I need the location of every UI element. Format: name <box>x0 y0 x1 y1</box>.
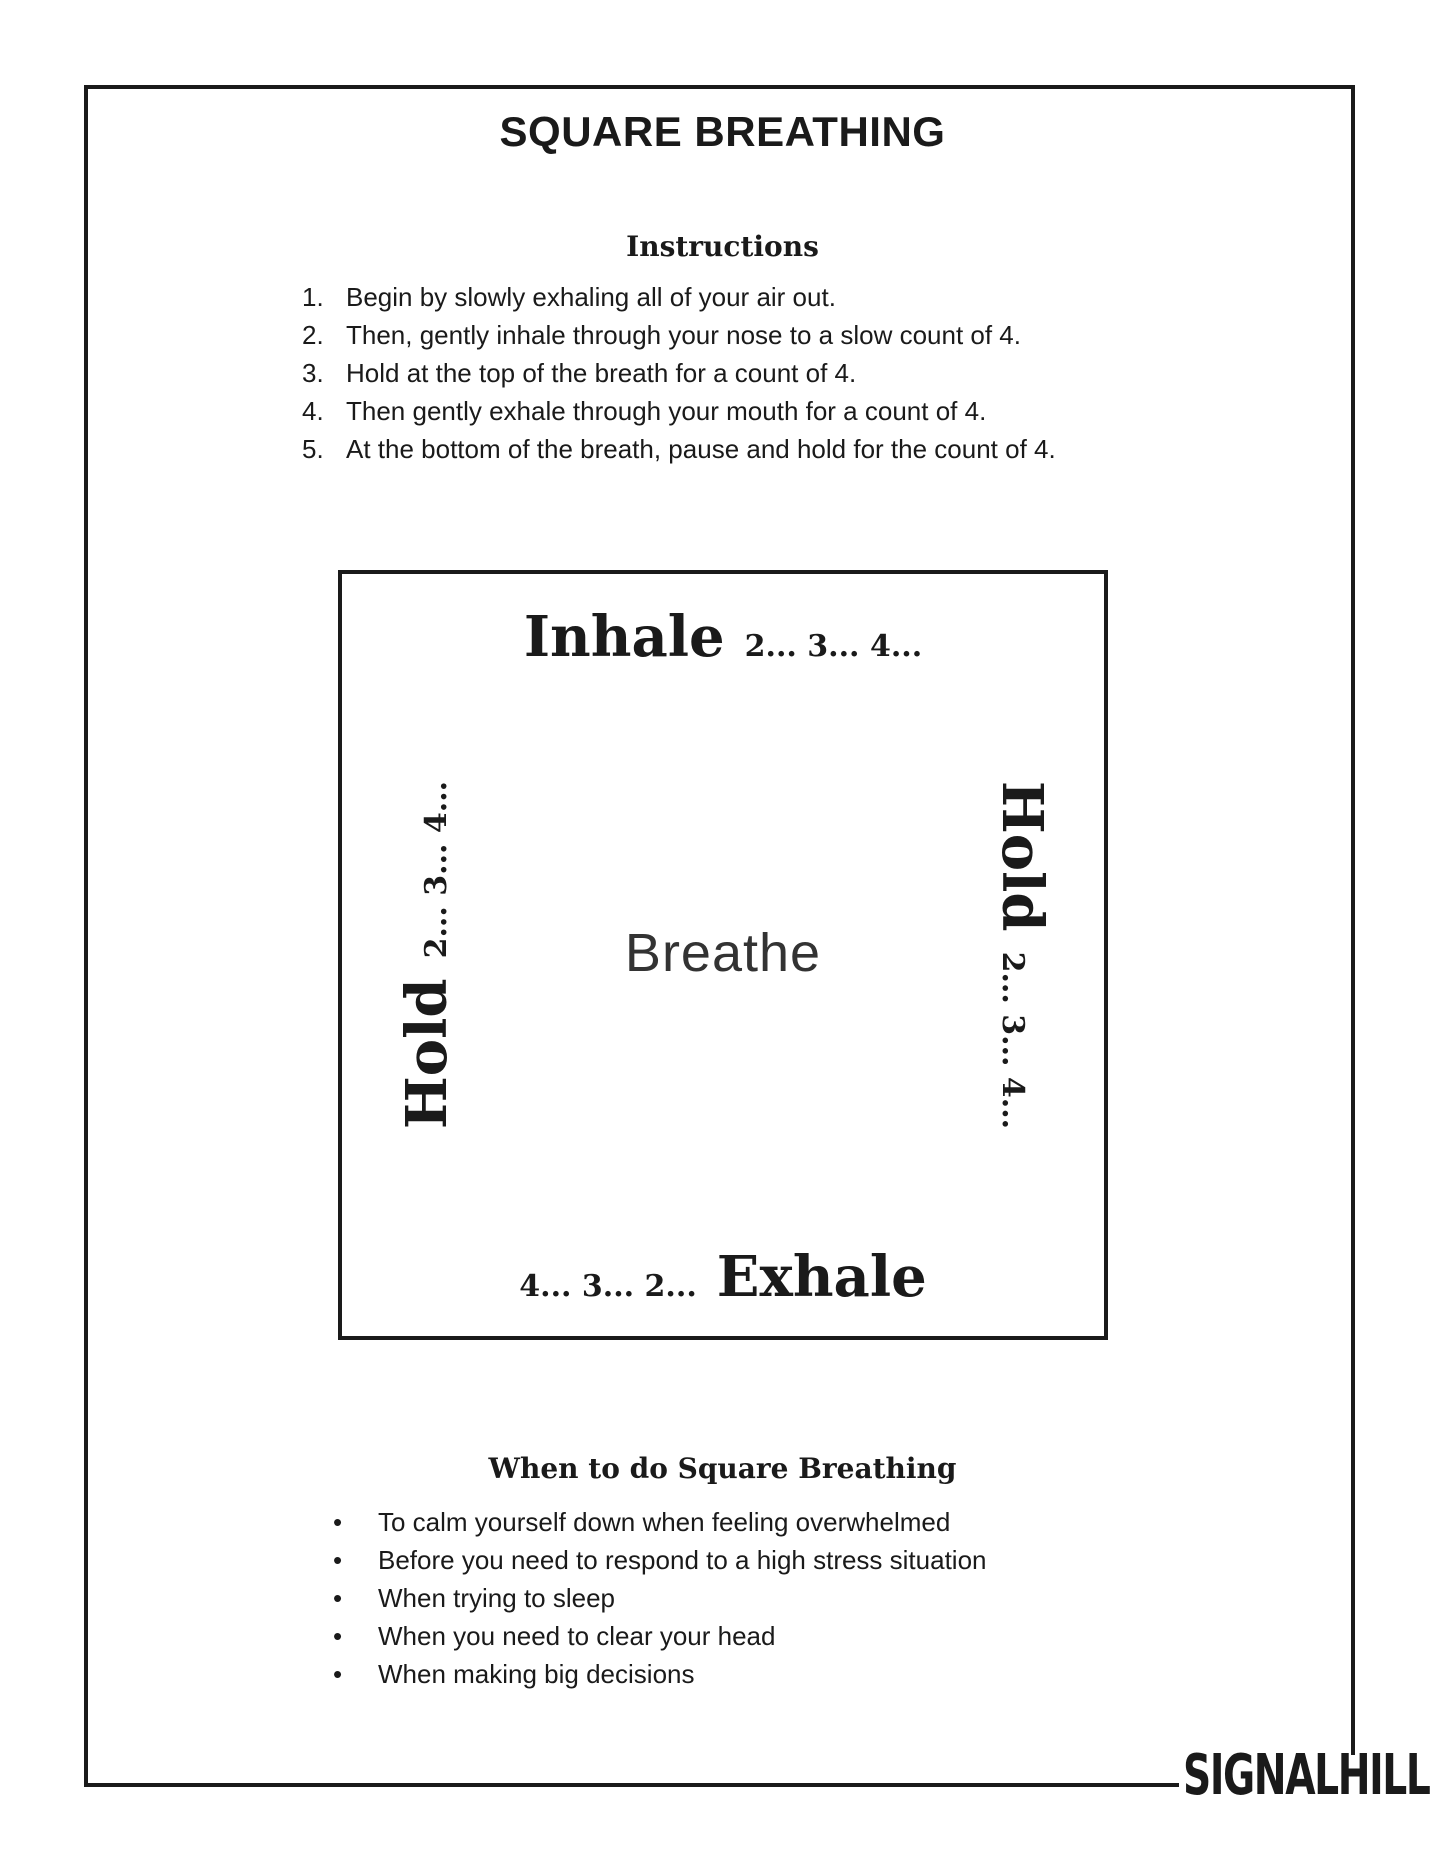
when-item <box>333 1617 987 1655</box>
exhale-count: 4... 3... 2... <box>519 1269 697 1304</box>
breathe-label: Breathe <box>624 923 822 983</box>
when-item <box>333 1579 987 1617</box>
page-frame-left <box>84 85 88 1787</box>
hold-count-right: 2... 3... 4... <box>995 951 1030 1130</box>
instruction-number: 5. <box>302 434 324 464</box>
when-item-text: When making big decisions <box>378 1659 695 1689</box>
exhale-label: Exhale <box>716 1244 927 1310</box>
exhale-side <box>342 1244 1104 1310</box>
page-frame-right <box>1351 85 1355 1755</box>
instruction-item <box>302 392 1056 430</box>
instruction-text: At the bottom of the breath, pause and hold for the count of 4. <box>346 434 1056 464</box>
signalhill-logo: SIGNALHILL <box>1183 1743 1430 1808</box>
when-item <box>333 1503 987 1541</box>
instruction-number: 4. <box>302 396 324 426</box>
page-frame-bottom <box>84 1783 1179 1787</box>
bullet: • <box>333 1583 343 1613</box>
when-item-text: When trying to sleep <box>378 1583 616 1613</box>
hold-count-left: 2... 3... 4... <box>419 780 454 959</box>
bullet: • <box>333 1659 343 1689</box>
bullet: • <box>333 1621 343 1651</box>
when-item-text: When you need to clear your head <box>378 1621 776 1651</box>
instruction-number: 2. <box>302 320 324 350</box>
when-item <box>333 1541 987 1579</box>
hold-label-left: Hold <box>394 978 460 1130</box>
instruction-text: Then, gently inhale through your nose to a slow count of 4. <box>346 320 1021 350</box>
hold-label-right: Hold <box>989 780 1055 932</box>
inhale-count: 2... 3... 4... <box>744 629 923 664</box>
instruction-number: 3. <box>302 358 324 388</box>
page-title: SQUARE BREATHING <box>499 108 946 155</box>
when-item-text: Before you need to respond to a high stress situation <box>378 1545 987 1575</box>
page-frame-top <box>84 85 1355 89</box>
inhale-side <box>342 604 1104 670</box>
inhale-label: Inhale <box>523 604 725 670</box>
when-item-text: To calm yourself down when feeling overwhelmed <box>378 1507 951 1537</box>
breathing-square <box>338 570 1108 1340</box>
instruction-item <box>302 316 1056 354</box>
instruction-text: Hold at the top of the breath for a count of 4. <box>346 358 857 388</box>
instructions-list <box>302 278 1056 468</box>
instructions-heading: Instructions <box>626 230 819 263</box>
instruction-item <box>302 354 1056 392</box>
instruction-text: Begin by slowly exhaling all of your air out. <box>346 282 836 312</box>
when-item <box>333 1655 987 1693</box>
bullet: • <box>333 1507 343 1537</box>
instruction-number: 1. <box>302 282 324 312</box>
instruction-item <box>302 430 1056 468</box>
bullet: • <box>333 1545 343 1575</box>
when-list <box>333 1503 987 1693</box>
instruction-text: Then gently exhale through your mouth for a count of 4. <box>346 396 987 426</box>
instruction-item <box>302 278 1056 316</box>
when-heading: When to do Square Breathing <box>488 1452 957 1485</box>
